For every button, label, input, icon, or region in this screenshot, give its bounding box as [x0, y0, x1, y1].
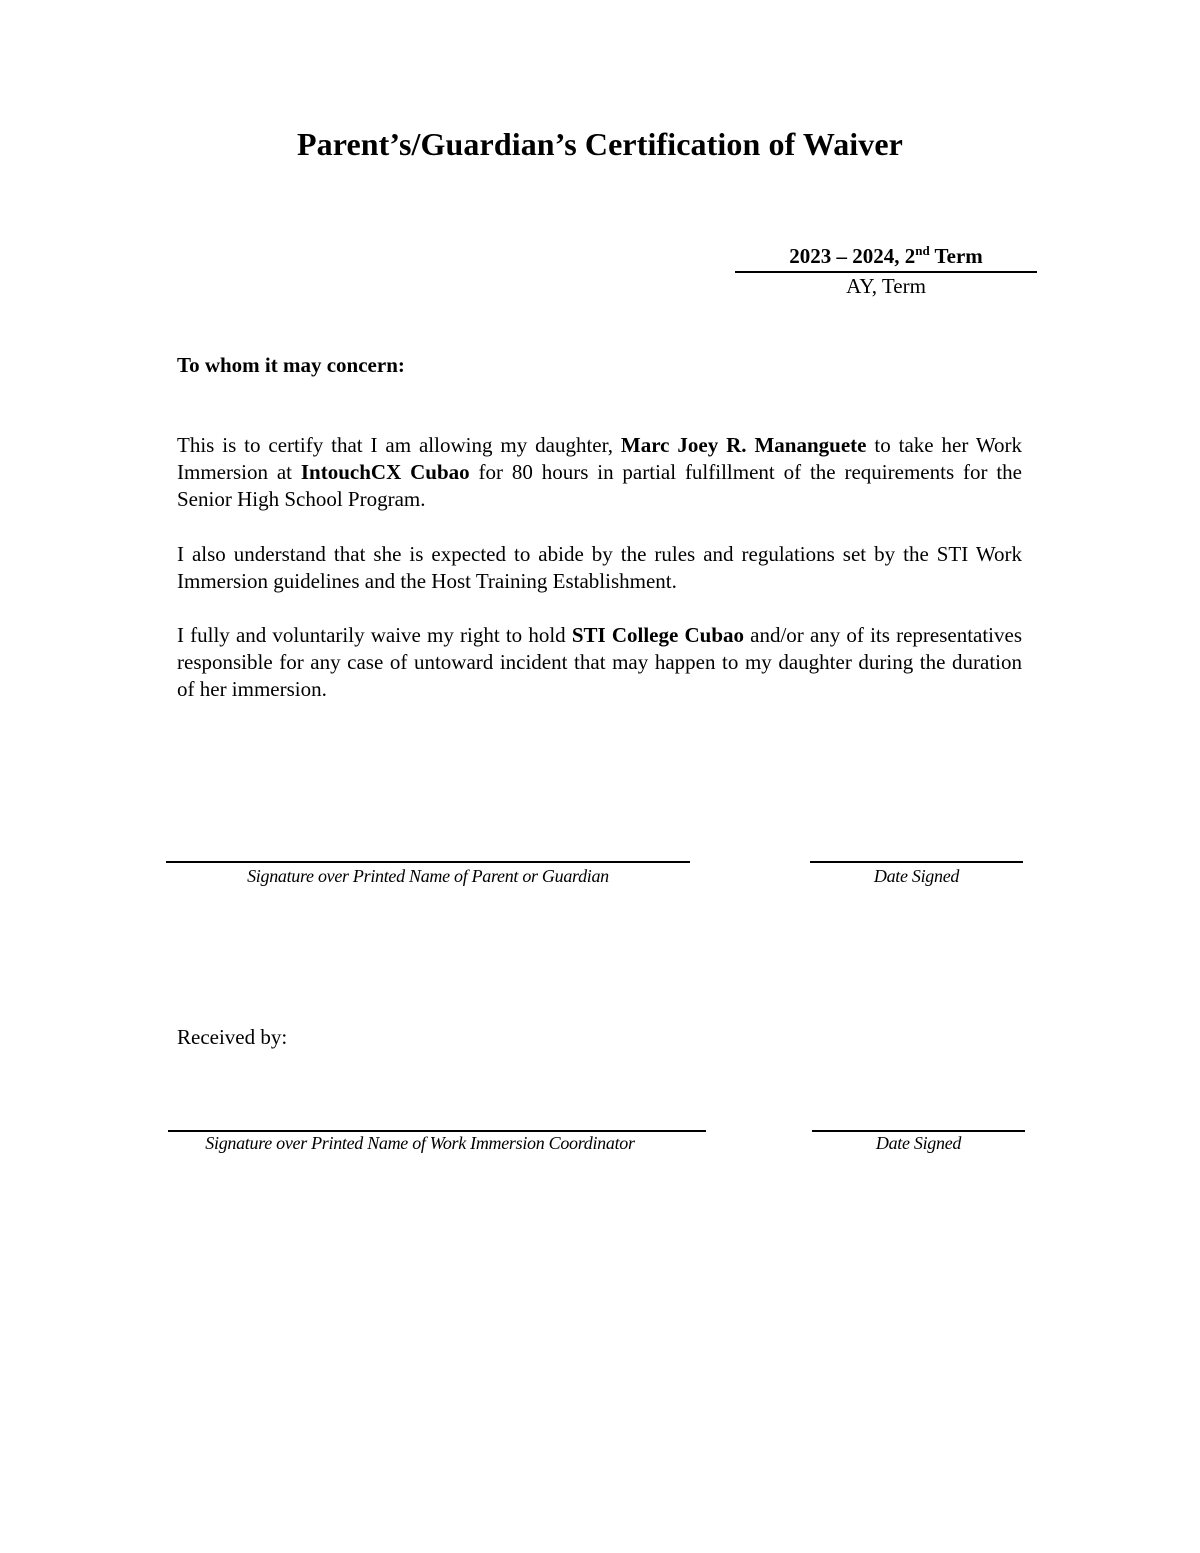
salutation: To whom it may concern: — [177, 353, 405, 377]
coordinator-date-caption: Date Signed — [875, 1133, 962, 1153]
school-name: STI College Cubao — [571, 623, 744, 647]
coordinator-signature-line — [168, 1130, 706, 1132]
term-value — [735, 243, 1037, 273]
term-value-suffix: Term — [929, 244, 983, 268]
paragraph-waiver — [177, 622, 1022, 703]
paragraph-waiver-text-2: and/or any of its representatives responsible for any case of untoward incident that may happen to my daughter during the duration of her immersion. — [177, 623, 1023, 701]
paragraph-consent-text-2: to take her Work Immersion at — [177, 433, 1022, 484]
coordinator-date-line — [812, 1130, 1025, 1132]
parent-signature-caption: Signature over Printed Name of Parent or Guardian — [247, 866, 609, 886]
host-establishment: IntouchCX Cubao — [300, 460, 470, 484]
paragraph-consent-text-1: This is to certify that I am allowing my daughter, — [177, 433, 621, 457]
parent-signature-line — [166, 861, 690, 863]
term-block — [735, 243, 1037, 299]
paragraph-rules: I also understand that she is expected to abide by the rules and regulations set by the STI Work Immersion guidelines and the Host Training Establishment. — [177, 542, 1022, 593]
paragraph-consent — [177, 432, 1022, 513]
document-title: Parent’s/Guardian’s Certification of Waiver — [296, 126, 903, 162]
student-name: Marc Joey R. Mananguete — [620, 433, 867, 457]
paragraph-waiver-text-1: I fully and voluntarily waive my right to hold — [177, 623, 572, 647]
paragraph-consent-text-3: for 80 hours in partial fulfillment of the requirements for the Senior High School Program. — [177, 460, 1022, 511]
received-by-label: Received by: — [177, 1025, 288, 1049]
parent-date-caption: Date Signed — [873, 866, 960, 886]
term-label: AY, Term — [846, 274, 926, 298]
coordinator-signature-caption: Signature over Printed Name of Work Immersion Coordinator — [205, 1133, 635, 1153]
term-value-prefix: 2023 – 2024, 2 — [789, 244, 916, 268]
parent-date-line — [810, 861, 1023, 863]
term-value-superscript: nd — [915, 243, 930, 258]
